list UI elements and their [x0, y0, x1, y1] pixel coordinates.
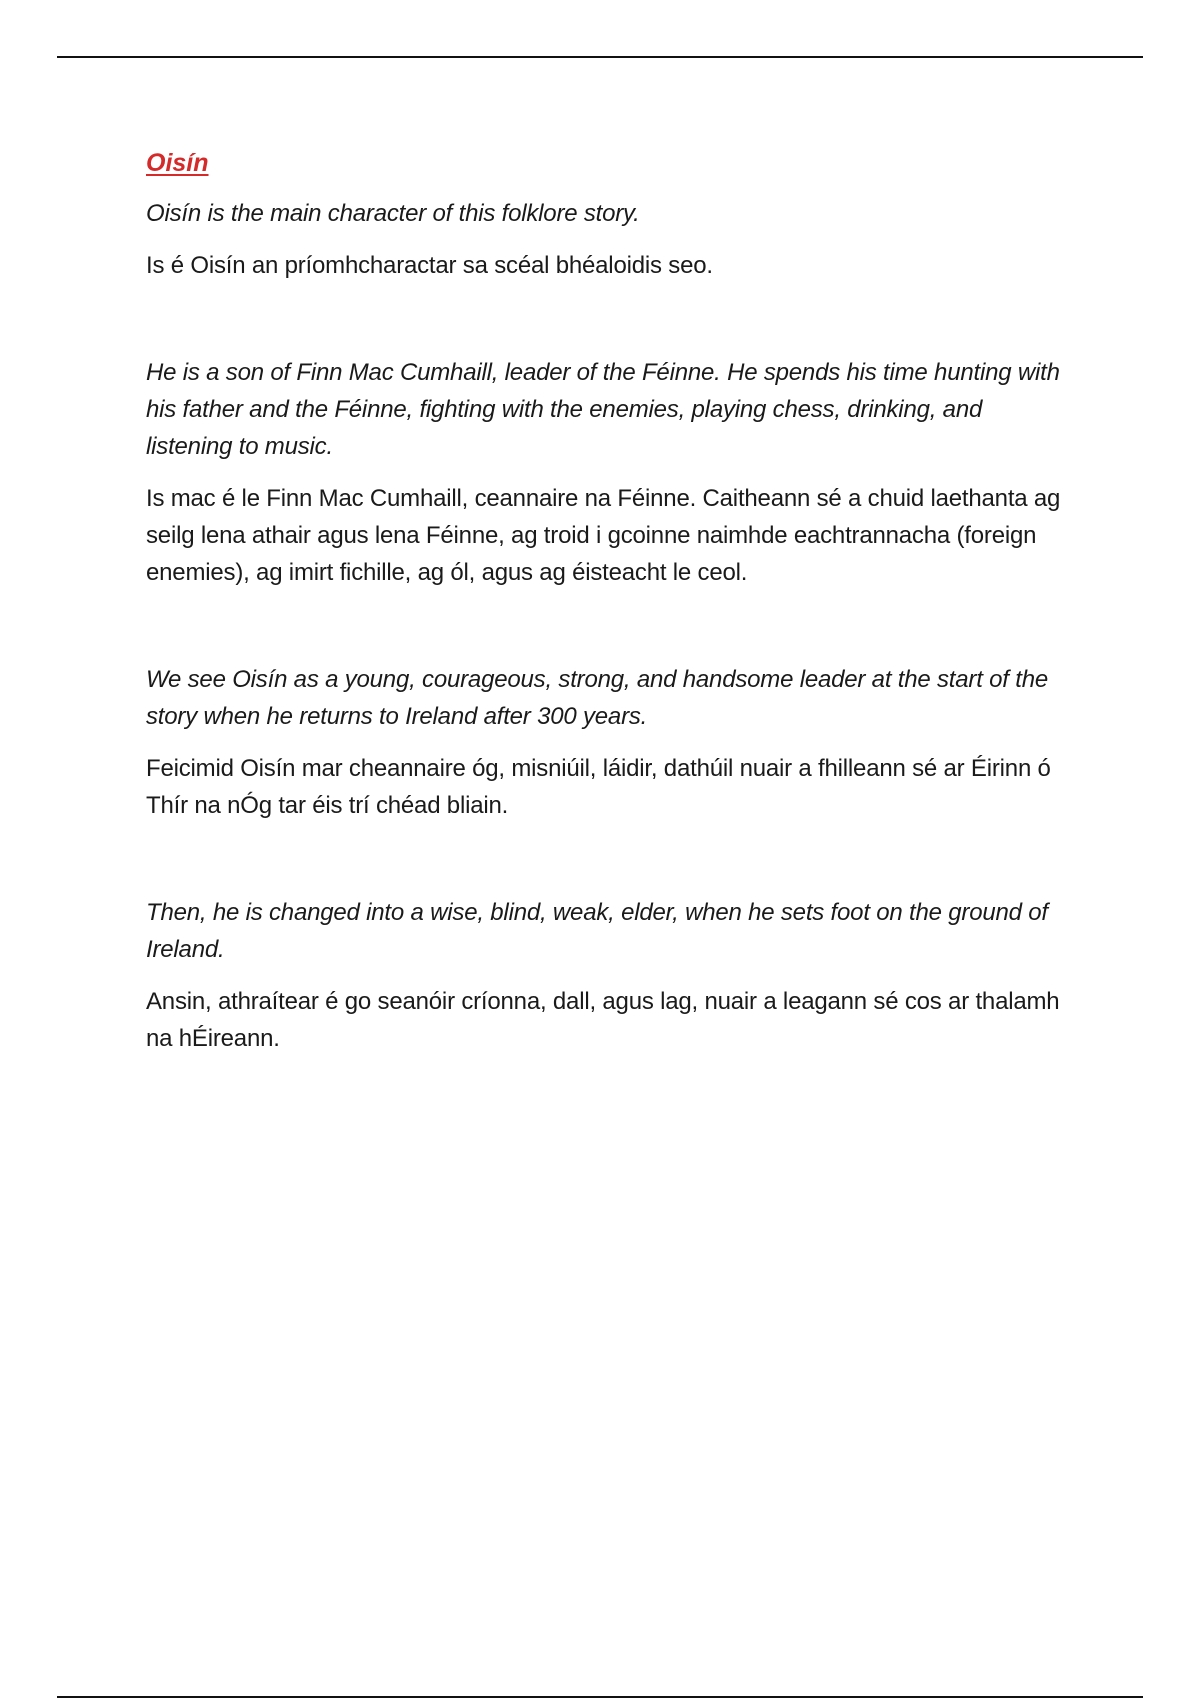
section-3 [146, 661, 1066, 824]
irish-paragraph: Is é Oisín an príomhcharactar sa scéal bhéaloidis seo. [146, 252, 713, 279]
irish-paragraph: Is mac é le Finn Mac Cumhaill, ceannaire na Féinne. Caitheann sé a chuid laethanta ag seilg lena athair agus lena Féinne, ag troid i gcoinne naimhde eachtrannacha (foreign enemies), ag imirt fichille, ag ól, agus ag éisteacht le ceol. [146, 485, 1061, 586]
section-2 [146, 354, 1066, 591]
irish-paragraph: Feicimid Oisín mar cheannaire óg, misniúil, láidir, dathúil nuair a fhilleann sé ar Éirinn ó Thír na nÓg tar éis trí chéad bliain. [146, 755, 1051, 819]
document-body [146, 145, 1066, 1057]
header-rule [57, 56, 1143, 58]
irish-paragraph: Ansin, athraítear é go seanóir críonna, dall, agus lag, nuair a leagann sé cos ar thalamh na hÉireann. [146, 988, 1060, 1052]
english-paragraph: Oisín is the main character of this folklore story. [146, 200, 640, 227]
section-1 [146, 195, 1066, 284]
english-paragraph: Then, he is changed into a wise, blind, weak, elder, when he sets foot on the ground of Ireland. [146, 899, 1048, 963]
section-4 [146, 894, 1066, 1057]
english-paragraph: He is a son of Finn Mac Cumhaill, leader of the Féinne. He spends his time hunting with his father and the Féinne, fighting with the enemies, playing chess, drinking, and listening to music. [146, 359, 1060, 460]
document-title: Oisín [146, 149, 209, 177]
footer-rule [57, 1696, 1143, 1698]
english-paragraph: We see Oisín as a young, courageous, strong, and handsome leader at the start of the story when he returns to Ireland after 300 years. [146, 666, 1048, 730]
